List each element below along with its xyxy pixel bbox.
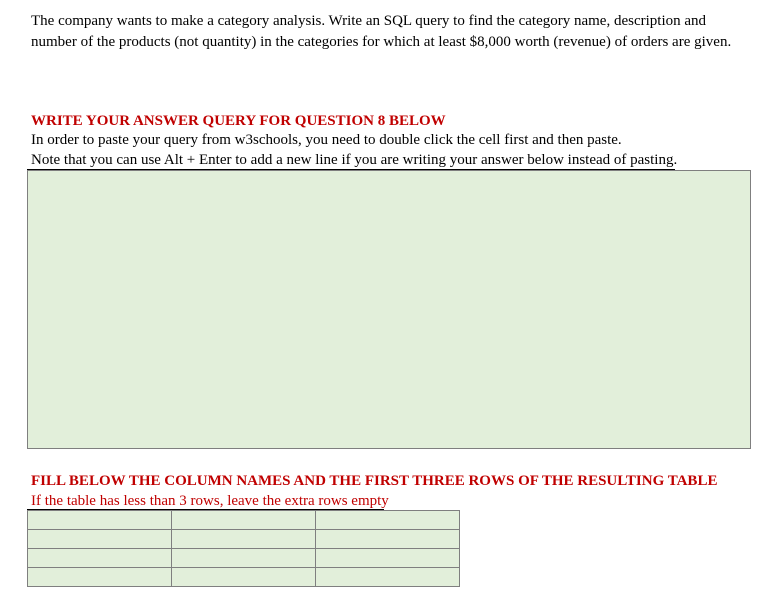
result-cell[interactable] [172,511,316,530]
result-cell[interactable] [316,568,460,587]
result-cell[interactable] [172,530,316,549]
result-table [27,510,460,587]
newline-instruction: Note that you can use Alt + Enter to add a new line if you are writing your answer below instead of pasting. [31,152,678,168]
question-text: The company wants to make a category analysis. Write an SQL query to find the category name, description and number of the products (not quantity) in the categories for which at least $8,000 worth (revenue) of orders are given. [31,13,732,50]
result-cell[interactable] [316,511,460,530]
result-row [28,549,460,568]
result-row [28,568,460,587]
result-section-heading: FILL BELOW THE COLUMN NAMES AND THE FIRST THREE ROWS OF THE RESULTING TABLE [31,473,718,489]
result-cell[interactable] [28,530,172,549]
result-row [28,530,460,549]
result-cell[interactable] [28,549,172,568]
result-instruction: If the table has less than 3 rows, leave the extra rows empty [31,493,389,509]
result-cell[interactable] [172,568,316,587]
result-cell[interactable] [28,568,172,587]
answer-query-cell[interactable] [27,170,751,449]
result-cell[interactable] [28,511,172,530]
result-header-row [28,511,460,530]
answer-section-heading: WRITE YOUR ANSWER QUERY FOR QUESTION 8 BELOW [31,113,446,129]
result-cell[interactable] [172,549,316,568]
result-cell[interactable] [316,549,460,568]
paste-instruction: In order to paste your query from w3schools, you need to double click the cell first and then paste. [31,132,622,148]
result-cell[interactable] [316,530,460,549]
